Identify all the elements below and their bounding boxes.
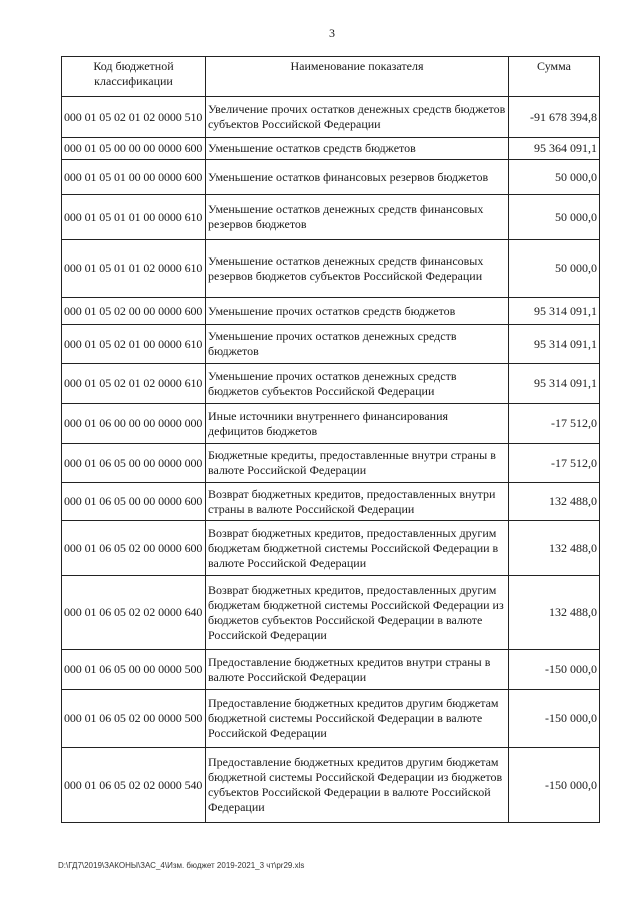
row-code: 000 01 05 01 00 00 0000 600	[62, 160, 206, 195]
row-sum: 50 000,0	[509, 240, 600, 298]
row-code: 000 01 06 05 02 00 0000 600	[62, 521, 206, 576]
row-sum: 95 364 091,1	[509, 138, 600, 160]
row-name: Возврат бюджетных кредитов, предоставленных другим бюджетам бюджетной системы Российской Федерации из бюджетов субъектов Российской Федерации в валюте Российской Федерации	[206, 576, 509, 650]
row-code: 000 01 05 02 01 02 0000 510	[62, 97, 206, 138]
row-sum: 50 000,0	[509, 160, 600, 195]
row-sum: -150 000,0	[509, 748, 600, 823]
table-row	[62, 160, 600, 195]
row-name: Предоставление бюджетных кредитов другим бюджетам бюджетной системы Российской Федерации из бюджетов субъектов Российской Федерации в валюте Российской Федерации	[206, 748, 509, 823]
row-sum: -150 000,0	[509, 650, 600, 690]
row-sum: -17 512,0	[509, 404, 600, 444]
row-name: Предоставление бюджетных кредитов внутри страны в валюте Российской Федерации	[206, 650, 509, 690]
table-row	[62, 690, 600, 748]
row-name: Предоставление бюджетных кредитов другим бюджетам бюджетной системы Российской Федерации в валюте Российской Федерации	[206, 690, 509, 748]
table-row	[62, 748, 600, 823]
row-code: 000 01 06 05 00 00 0000 500	[62, 650, 206, 690]
row-code: 000 01 06 00 00 00 0000 000	[62, 404, 206, 444]
row-sum: 95 314 091,1	[509, 364, 600, 404]
row-code: 000 01 05 02 01 00 0000 610	[62, 325, 206, 364]
row-name: Уменьшение прочих остатков средств бюджетов	[206, 298, 509, 325]
table-header-row	[62, 57, 600, 97]
row-name: Уменьшение остатков финансовых резервов бюджетов	[206, 160, 509, 195]
page-number: 3	[329, 26, 335, 40]
table-row	[62, 576, 600, 650]
row-code: 000 01 06 05 00 00 0000 600	[62, 483, 206, 521]
row-sum: -150 000,0	[509, 690, 600, 748]
row-name: Уменьшение остатков денежных средств финансовых резервов бюджетов	[206, 195, 509, 240]
table-row	[62, 521, 600, 576]
header-code: Код бюджетной классификации	[62, 57, 206, 97]
header-sum: Сумма	[509, 57, 600, 97]
table-row	[62, 138, 600, 160]
row-sum: -17 512,0	[509, 444, 600, 483]
row-sum: -91 678 394,8	[509, 97, 600, 138]
table-row	[62, 650, 600, 690]
table-row	[62, 364, 600, 404]
row-code: 000 01 05 01 01 02 0000 610	[62, 240, 206, 298]
row-code: 000 01 06 05 02 02 0000 640	[62, 576, 206, 650]
row-sum: 132 488,0	[509, 521, 600, 576]
row-code: 000 01 05 00 00 00 0000 600	[62, 138, 206, 160]
table-row	[62, 97, 600, 138]
header-name: Наименование показателя	[206, 57, 509, 97]
table-row	[62, 404, 600, 444]
row-name: Возврат бюджетных кредитов, предоставленных другим бюджетам бюджетной системы Российской Федерации в валюте Российской Федерации	[206, 521, 509, 576]
row-name: Бюджетные кредиты, предоставленные внутри страны в валюте Российской Федерации	[206, 444, 509, 483]
row-sum: 132 488,0	[509, 483, 600, 521]
row-code: 000 01 06 05 02 02 0000 540	[62, 748, 206, 823]
row-name: Увеличение прочих остатков денежных средств бюджетов субъектов Российской Федерации	[206, 97, 509, 138]
row-name: Уменьшение остатков средств бюджетов	[206, 138, 509, 160]
table-row	[62, 240, 600, 298]
row-sum: 50 000,0	[509, 195, 600, 240]
row-name: Уменьшение остатков денежных средств финансовых резервов бюджетов субъектов Российской Федерации	[206, 240, 509, 298]
budget-sources-table	[61, 56, 600, 823]
file-path-footer: D:\ГД7\2019\ЗАКОНЫ\ЗАС_4\Изм. бюджет 2019-2021_3 чт\pr29.xls	[58, 861, 305, 870]
row-name: Иные источники внутреннего финансирования дефицитов бюджетов	[206, 404, 509, 444]
row-sum: 95 314 091,1	[509, 325, 600, 364]
row-code: 000 01 05 01 01 00 0000 610	[62, 195, 206, 240]
row-code: 000 01 05 02 01 02 0000 610	[62, 364, 206, 404]
row-name: Уменьшение прочих остатков денежных средств бюджетов	[206, 325, 509, 364]
row-name: Уменьшение прочих остатков денежных средств бюджетов субъектов Российской Федерации	[206, 364, 509, 404]
table-row	[62, 298, 600, 325]
row-sum: 95 314 091,1	[509, 298, 600, 325]
row-code: 000 01 06 05 00 00 0000 000	[62, 444, 206, 483]
table-row	[62, 483, 600, 521]
row-code: 000 01 05 02 00 00 0000 600	[62, 298, 206, 325]
row-name: Возврат бюджетных кредитов, предоставленных внутри страны в валюте Российской Федерации	[206, 483, 509, 521]
table-row	[62, 195, 600, 240]
table-row	[62, 325, 600, 364]
row-code: 000 01 06 05 02 00 0000 500	[62, 690, 206, 748]
row-sum: 132 488,0	[509, 576, 600, 650]
table-row	[62, 444, 600, 483]
